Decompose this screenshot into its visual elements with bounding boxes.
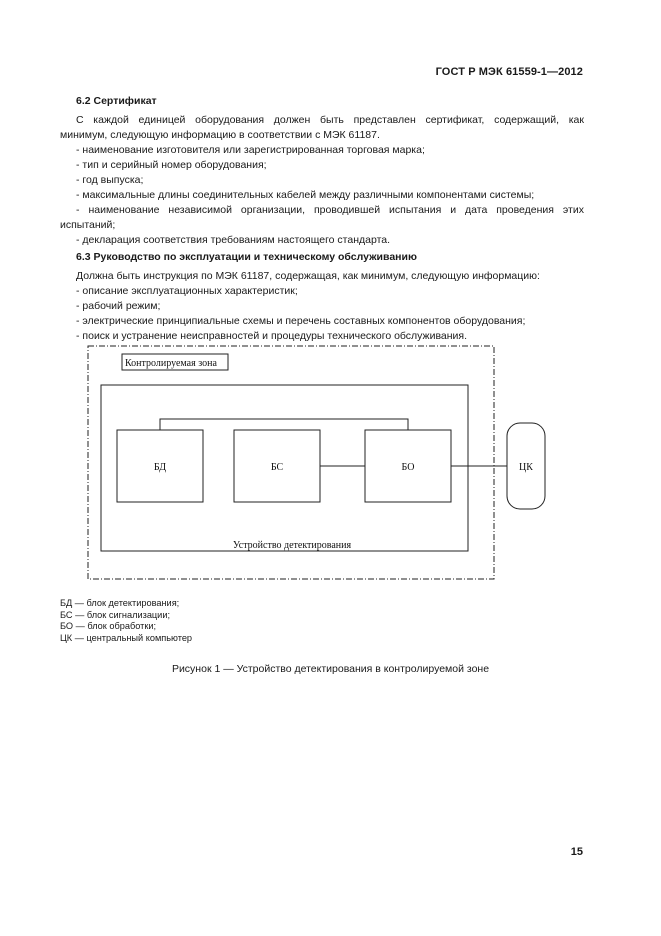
section-6-3-title: 6.3 Руководство по эксплуатации и техническому обслуживанию (76, 251, 417, 263)
list-item: - рабочий режим; (76, 300, 161, 312)
connector-bd-bo (160, 419, 408, 430)
legend-item: БС — блок сигнализации; (60, 609, 171, 620)
block-ck-label: ЦК (519, 462, 533, 473)
figure-legend (60, 598, 192, 644)
legend-item: БО — блок обработки; (60, 621, 157, 632)
block-bd-label: БД (153, 462, 167, 473)
section-6-2-intro-line1: С каждой единицей оборудования должен быть представлен сертификат, содержащий, как (76, 114, 584, 126)
list-item: - наименование изготовителя или зарегистрированная торговая марка; (76, 144, 425, 156)
section-6-3-intro: Должна быть инструкция по МЭК 61187, содержащая, как минимум, следующую информацию: (76, 270, 540, 282)
list-item: - максимальные длины соединительных кабелей между различными компонентами системы; (76, 189, 535, 201)
list-item: - декларация соответствия требованиям настоящего стандарта. (76, 234, 391, 246)
legend-item: ЦК — центральный компьютер (60, 632, 193, 643)
block-bo-label: БО (401, 462, 415, 473)
list-item: - тип и серийный номер оборудования; (76, 159, 267, 171)
page-number: 15 (570, 846, 583, 858)
list-item: - электрические принципиальные схемы и перечень составных компонентов оборудования; (76, 315, 526, 327)
zone-label: Контролируемая зона (125, 358, 217, 369)
block-bs-label: БС (270, 462, 284, 473)
detection-device-label: Устройство детектирования (232, 540, 352, 551)
list-item-line2: испытаний; (60, 219, 116, 231)
list-item: - поиск и устранение неисправностей и процедуры технического обслуживания. (76, 330, 468, 342)
list-item-line1: - наименование независимой организации, проводившей испытания и дата проведения этих (76, 204, 584, 216)
section-6-2-intro-line2: минимум, следующую информацию в соответствии с МЭК 61187. (60, 129, 380, 141)
legend-item: БД — блок детектирования; (60, 598, 180, 608)
list-item: - описание эксплуатационных характеристик; (76, 285, 298, 297)
figure-caption: Рисунок 1 — Устройство детектирования в контролируемой зоне (171, 663, 490, 675)
section-6-2-title: 6.2 Сертификат (76, 95, 157, 107)
list-item: - год выпуска; (76, 174, 144, 186)
standard-header: ГОСТ Р МЭК 61559-1—2012 (435, 66, 583, 78)
